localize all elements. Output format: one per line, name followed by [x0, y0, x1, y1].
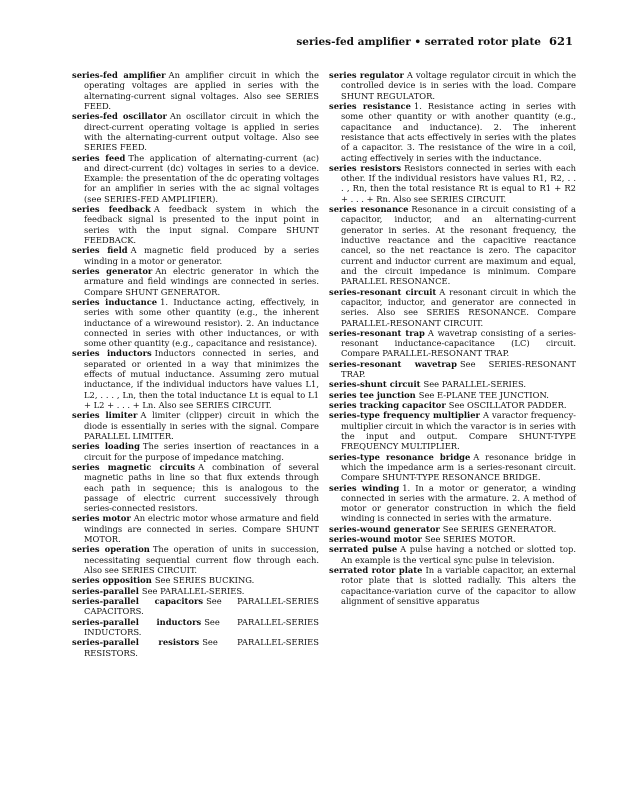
dictionary-entry — [72, 297, 319, 349]
entry-definition: A resonant circuit in which the capacitor, inductor, and generator are connected in series. Also see SERIES RESONANCE. Compare PARALLEL-RESONANT CIRCUIT. — [341, 286, 576, 328]
dictionary-entry — [72, 462, 319, 514]
page-number: 621 — [548, 34, 573, 48]
entry-term: series tracking capacitor — [329, 400, 446, 410]
entry-term: series motor — [72, 513, 131, 524]
entry-term: series field — [72, 245, 128, 256]
dictionary-entry — [72, 586, 319, 596]
dictionary-entry — [329, 101, 576, 163]
entry-definition: A magnetic field produced by a series winding in a motor or generator. — [84, 245, 319, 266]
entry-definition: See PARALLEL-SERIES INDUCTORS. — [84, 616, 319, 637]
entry-term: series-resonant circuit — [329, 286, 437, 297]
entry-term: series inductors — [72, 348, 152, 359]
entry-definition: 1. In a motor or generator, a winding connected in series with the armature. 2. A method of motor or generator construction in which the field winding is connected in series with the armature. — [341, 482, 576, 524]
dictionary-entry — [329, 534, 576, 544]
entry-definition: A feedback system in which the feedback signal is presented to the input point in series with the input signal. Compare SHUNT FEEDBACK. — [84, 204, 319, 245]
entry-term: series winding — [329, 482, 400, 493]
entry-definition: Inductors connected in series, and separated or oriented in a way that minimizes the effects of mutual inductance. Assuming zero mutual inductance, if the individual inductors have values L1, L2, . . . , Ln, then the total inductance Lt is equal to L1 + L2 + . . . + Ln. Also see SERIES CIRCUIT. — [84, 348, 319, 410]
entry-definition: The operation of units in succession, necessitating sequential current flow through each. Also see SERIES CIRCUIT. — [84, 544, 320, 575]
entry-definition: See PARALLEL-SERIES CAPACITORS. — [84, 595, 320, 617]
entry-term: series loading — [72, 441, 140, 452]
entry-definition: See PARALLEL-SERIES. — [423, 379, 527, 390]
entry-term: series-parallel capacitors — [72, 595, 204, 606]
entry-term: series-fed oscillator — [72, 111, 167, 122]
entry-term: series-type frequency multiplier — [329, 410, 480, 421]
dictionary-entry — [329, 483, 576, 524]
entry-term: series resistance — [329, 100, 411, 111]
entry-definition: In a variable capacitor, an external rotor plate that is slotted radially. This alters the capacitance-variation curve of the capacitor to allow alignment of sensitive apparatus — [341, 565, 576, 606]
dictionary-entry — [72, 596, 319, 617]
entry-term: series magnetic circuits — [72, 461, 196, 472]
entry-definition: 1. Inductance acting, effectively, in series with some other quantity (e.g., the inherent inductance of a wirewound resistor). 2. An inductance connected in series with other inductances, or with some other quantity (e.g., capacitance and resistance). — [84, 296, 320, 349]
dictionary-entry — [329, 410, 576, 451]
entry-definition: A wavetrap consisting of a series-resonant inductance-capacitance (LC) circuit. Compare PARALLEL-RESONANT TRAP. — [341, 327, 576, 359]
dictionary-entry — [72, 513, 319, 544]
dictionary-entry — [329, 163, 576, 204]
dictionary-entry — [72, 544, 319, 575]
entry-definition: A resonance bridge in which the impedance arm is a series-resonant circuit. Compare SHUNT-TYPE RESONANCE BRIDGE. — [341, 451, 576, 483]
dictionary-entry — [329, 204, 576, 287]
entry-term: series inductance — [72, 296, 158, 307]
entry-term: series operation — [72, 544, 150, 555]
dictionary-entry — [72, 204, 319, 245]
entry-term: series-wound generator — [329, 523, 440, 534]
dictionary-entry — [329, 70, 576, 101]
dictionary-entry — [72, 348, 319, 410]
entry-term: series tee junction — [329, 389, 416, 400]
dictionary-entry — [329, 524, 576, 534]
dictionary-entry — [72, 617, 319, 638]
entry-term: series-parallel — [72, 585, 139, 596]
right-column — [329, 70, 576, 606]
entry-term: series-wound motor — [329, 534, 422, 545]
entry-definition: See PARALLEL-SERIES. — [141, 585, 245, 596]
dictionary-entry — [72, 266, 319, 297]
dictionary-entry — [329, 287, 576, 328]
entry-definition: Resistors connected in series with each other. If the individual resistors have values R1, R2, . . . , Rn, then the total resistance Rt is equal to R1 + R2 + . . . + Rn. Also see SERIES CIRCUIT. — [341, 162, 576, 204]
entry-term: series-resonant trap — [329, 327, 425, 338]
dictionary-entry — [329, 379, 576, 389]
dictionary-entry — [329, 328, 576, 359]
dictionary-entry — [72, 111, 319, 152]
entry-term: series limiter — [72, 410, 138, 421]
entry-definition: An amplifier circuit in which the operating voltages are applied in series with the alternating-current signal voltages. Also see SERIES FEED. — [84, 70, 319, 111]
entry-definition: See SERIES-RESONANT TRAP. — [341, 358, 577, 380]
dictionary-entry — [72, 245, 319, 266]
dictionary-entry — [329, 400, 576, 410]
dictionary-entry — [329, 359, 576, 380]
entry-definition: An electric generator in which the armature and field windings are connected in series. Compare SHUNT GENERATOR. — [84, 265, 319, 297]
entry-term: series-resonant wavetrap — [329, 358, 457, 369]
entry-definition: The application of alternating-current (ac) and direct-current (dc) voltages in series to a device. Example: the presentation of the dc operating voltages for an amplifier in series with the ac signal voltages (see SERIES-FED AMPLIFIER). — [84, 152, 319, 204]
entry-definition: The series insertion of reactances in a circuit for the purpose of impedance matching. — [84, 441, 319, 462]
entry-definition: An electric motor whose armature and field windings are connected in series. Compare SHUNT MOTOR. — [84, 513, 319, 545]
dictionary-entry — [72, 575, 319, 585]
dictionary-entry — [329, 390, 576, 400]
entry-definition: See PARALLEL-SERIES RESISTORS. — [84, 637, 319, 658]
running-header — [296, 34, 573, 48]
entry-definition: Resonance in a circuit consisting of a capacitor, inductor, and an alternating-current generator in series. At the resonant frequency, the inductive reactance and the capacitive reactance cancel, so the net reactance is zero. The capacitor current and inductor current are maximum and equal, and the circuit impedance is minimum. Compare PARALLEL RESONANCE. — [341, 204, 576, 287]
entry-term: series opposition — [72, 575, 152, 586]
entry-term: serrated pulse — [329, 544, 398, 555]
dictionary-entry — [329, 452, 576, 483]
dictionary-entry — [72, 637, 319, 658]
dictionary-entry — [329, 544, 576, 565]
entry-term: series-parallel inductors — [72, 616, 202, 627]
entry-definition: An oscillator circuit in which the direct-current operating voltage is applied in series with the alternating-current output voltage. Also see SERIES FEED. — [84, 111, 319, 153]
entry-definition: A varactor frequency-multiplier circuit in which the varactor is in series with the input and output. Compare SHUNT-TYPE FREQUENCY MULTIPLIER. — [341, 410, 576, 452]
entry-definition: A combination of several magnetic paths in line so that flux extends through each path in sequence; this is analogous to the passage of electric current successively through series-connected resistors. — [84, 461, 319, 514]
entry-term: series-type resonance bridge — [329, 451, 471, 462]
entry-definition: 1. Resistance acting in series with some other quantity or with another quantity (e.g., capacitance and inductance). 2. The inherent resistance that acts effectively in series with the plates of a capacitor. 3. The resistance of the wire in a coil, acting effectively in series with the inductance. — [341, 100, 577, 163]
entry-definition: A limiter (clipper) circuit in which the diode is essentially in series with the signal. Compare PARALLEL LIMITER. — [84, 410, 319, 441]
running-title: series-fed amplifier • serrated rotor plate — [296, 36, 541, 48]
dictionary-entry — [329, 565, 576, 606]
left-column — [72, 70, 319, 658]
dictionary-entry — [72, 410, 319, 441]
dictionary-entry — [72, 153, 319, 205]
dictionary-entry — [72, 441, 319, 462]
dictionary-entry — [72, 70, 319, 111]
entry-term: series resonance — [329, 204, 409, 215]
entry-definition: See SERIES BUCKING. — [154, 575, 255, 586]
entry-term: series generator — [72, 265, 153, 276]
entry-term: series resistors — [329, 162, 402, 173]
entry-definition: See OSCILLATOR PADDER. — [448, 400, 567, 410]
entry-term: series-fed amplifier — [72, 70, 166, 80]
entry-definition: See SERIES GENERATOR. — [442, 523, 557, 534]
entry-term: series feedback — [72, 204, 151, 215]
entry-term: series-parallel resistors — [72, 637, 200, 648]
entry-definition: See E-PLANE TEE JUNCTION. — [418, 389, 549, 400]
entry-term: series-shunt circuit — [329, 379, 421, 390]
entry-term: serrated rotor plate — [329, 565, 423, 575]
entry-definition: A voltage regulator circuit in which the controlled device is in series with the load. Compare SHUNT REGULATOR. — [341, 70, 577, 101]
entry-definition: A pulse having a notched or slotted top. An example is the vertical sync pulse in television. — [341, 544, 576, 565]
entry-definition: See SERIES MOTOR. — [424, 534, 516, 545]
entry-term: series feed — [72, 152, 126, 163]
entry-term: series regulator — [329, 70, 404, 80]
